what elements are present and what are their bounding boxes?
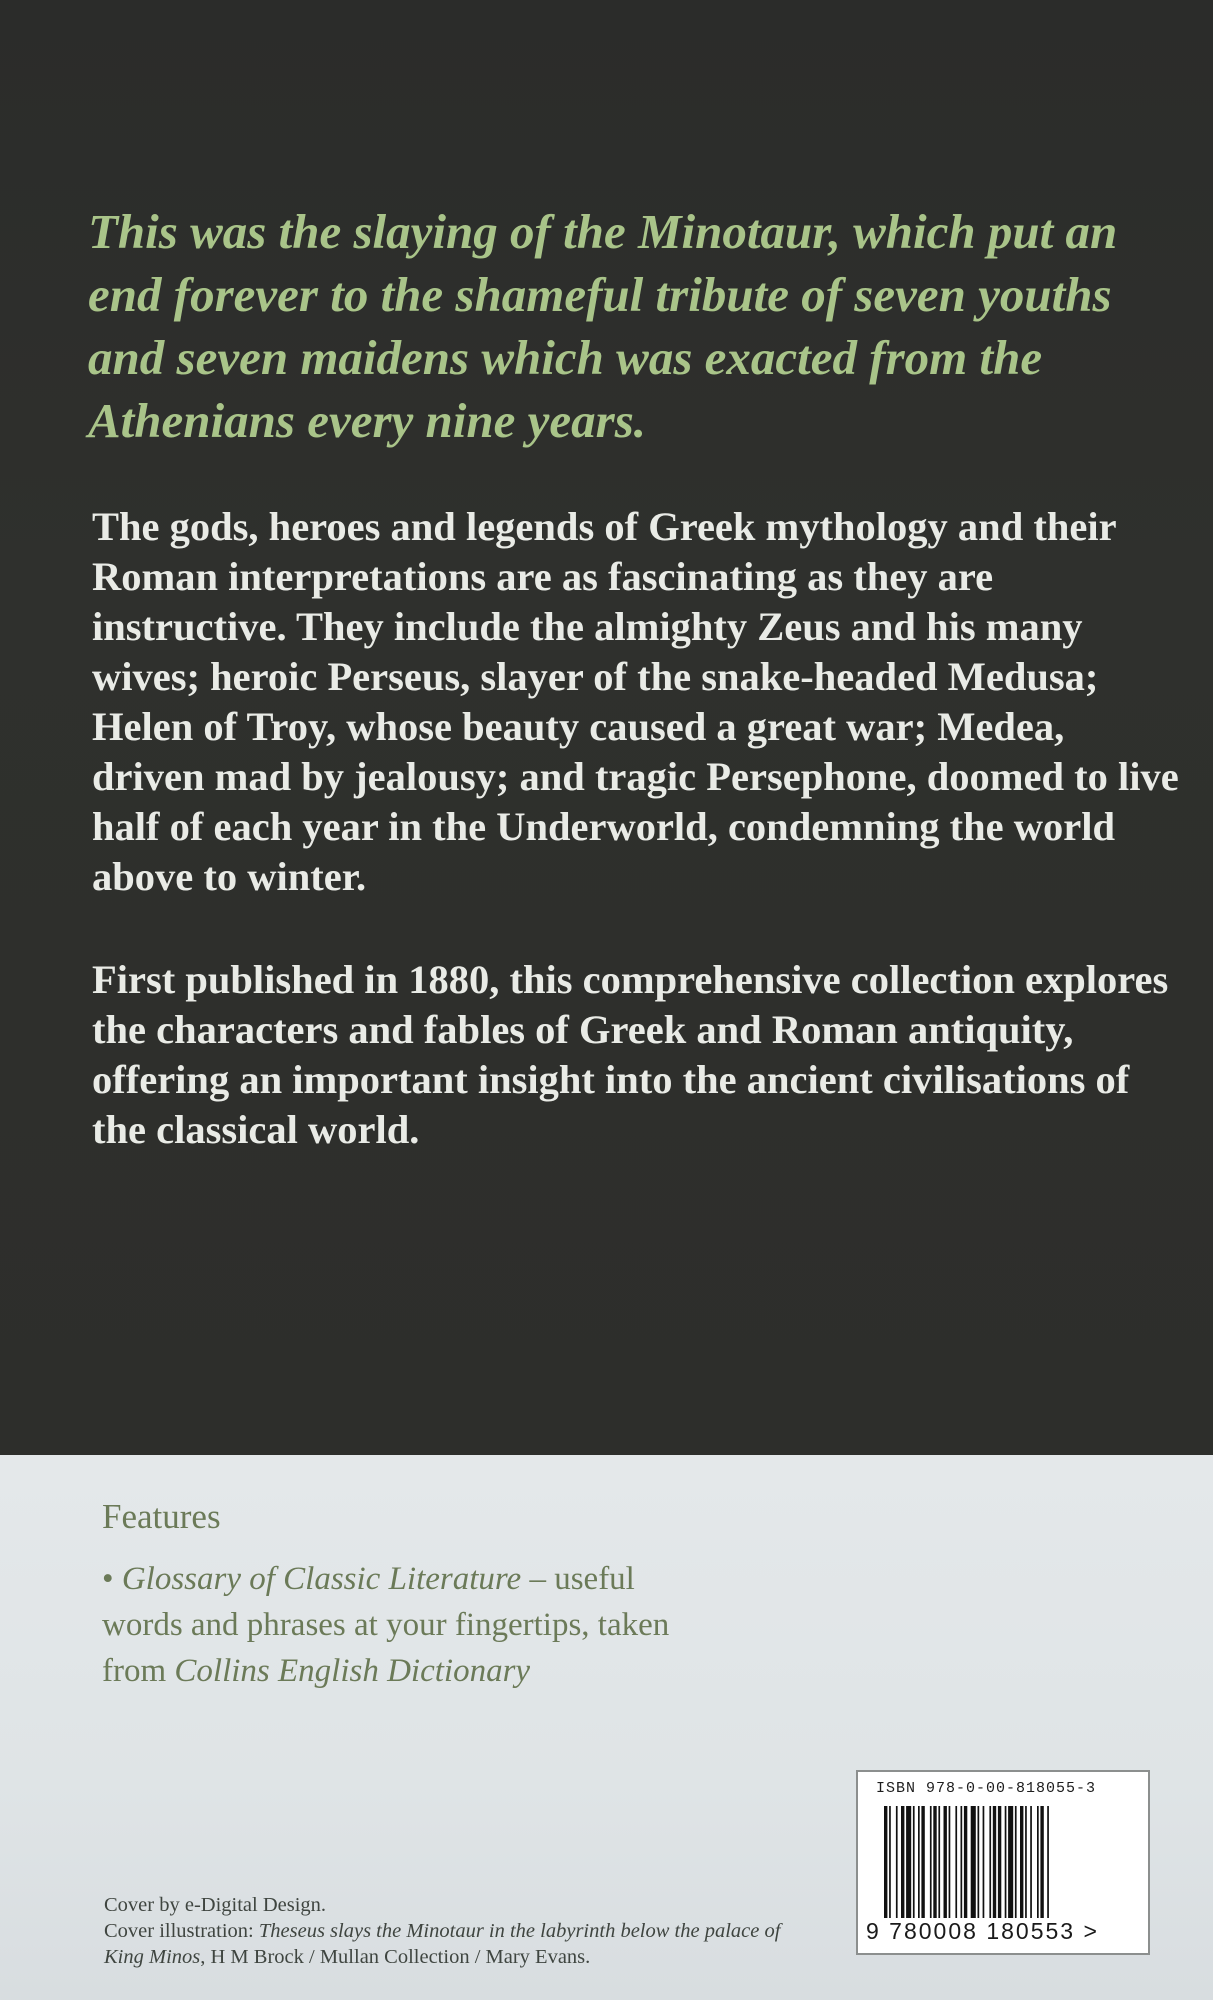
isbn-label: ISBN 978-0-00-818055-3 <box>876 1780 1097 1797</box>
features-item-text: – useful words and phrases at your fingertips, taken from <box>102 1561 670 1689</box>
features-item <box>102 1556 722 1694</box>
blurb-paragraph-2: First published in 1880, this comprehensive collection explores the characters and fables of Greek and Roman antiquity, offering an important insight into the ancient civilisations of the classical world. <box>92 957 1169 1152</box>
barcode-icon <box>884 1806 1124 1918</box>
barcode-digits: 9 780008 180553 > <box>866 1918 1099 1944</box>
blurb-paragraph-1: The gods, heroes and legends of Greek mythology and their Roman interpretations are as fascinating as they are instructive. They include the almighty Zeus and his many wives; heroic Perseus, slayer of the snake-headed Medusa; Helen of Troy, whose beauty caused a great war; Medea, driven mad by jealousy; and tragic Persephone, doomed to live half of each year in the Underworld, condemning the world above to winter. <box>92 504 1179 899</box>
pull-quote: This was the slaying of the Minotaur, which put an end forever to the shameful tribute of seven youths and seven maidens which was exacted from the Athenians every nine years. <box>88 204 1118 448</box>
bullet: • <box>102 1561 114 1597</box>
features-heading: Features <box>102 1497 221 1536</box>
features-item-source: Collins English Dictionary <box>174 1653 531 1689</box>
features-item-title: Glossary of Classic Literature <box>121 1561 522 1597</box>
illustration-prefix: Cover illustration: <box>104 1920 259 1942</box>
illustration-credit: , H M Brock / Mullan Collection / Mary Evans. <box>200 1946 591 1968</box>
illustration-title: Theseus slays the Minotaur in the labyrinth below the palace of King Minos <box>104 1920 781 1968</box>
barcode-box <box>856 1770 1150 1955</box>
cover-by-credit: Cover by e-Digital Design. <box>104 1894 327 1916</box>
cover-credits <box>104 1892 804 1970</box>
